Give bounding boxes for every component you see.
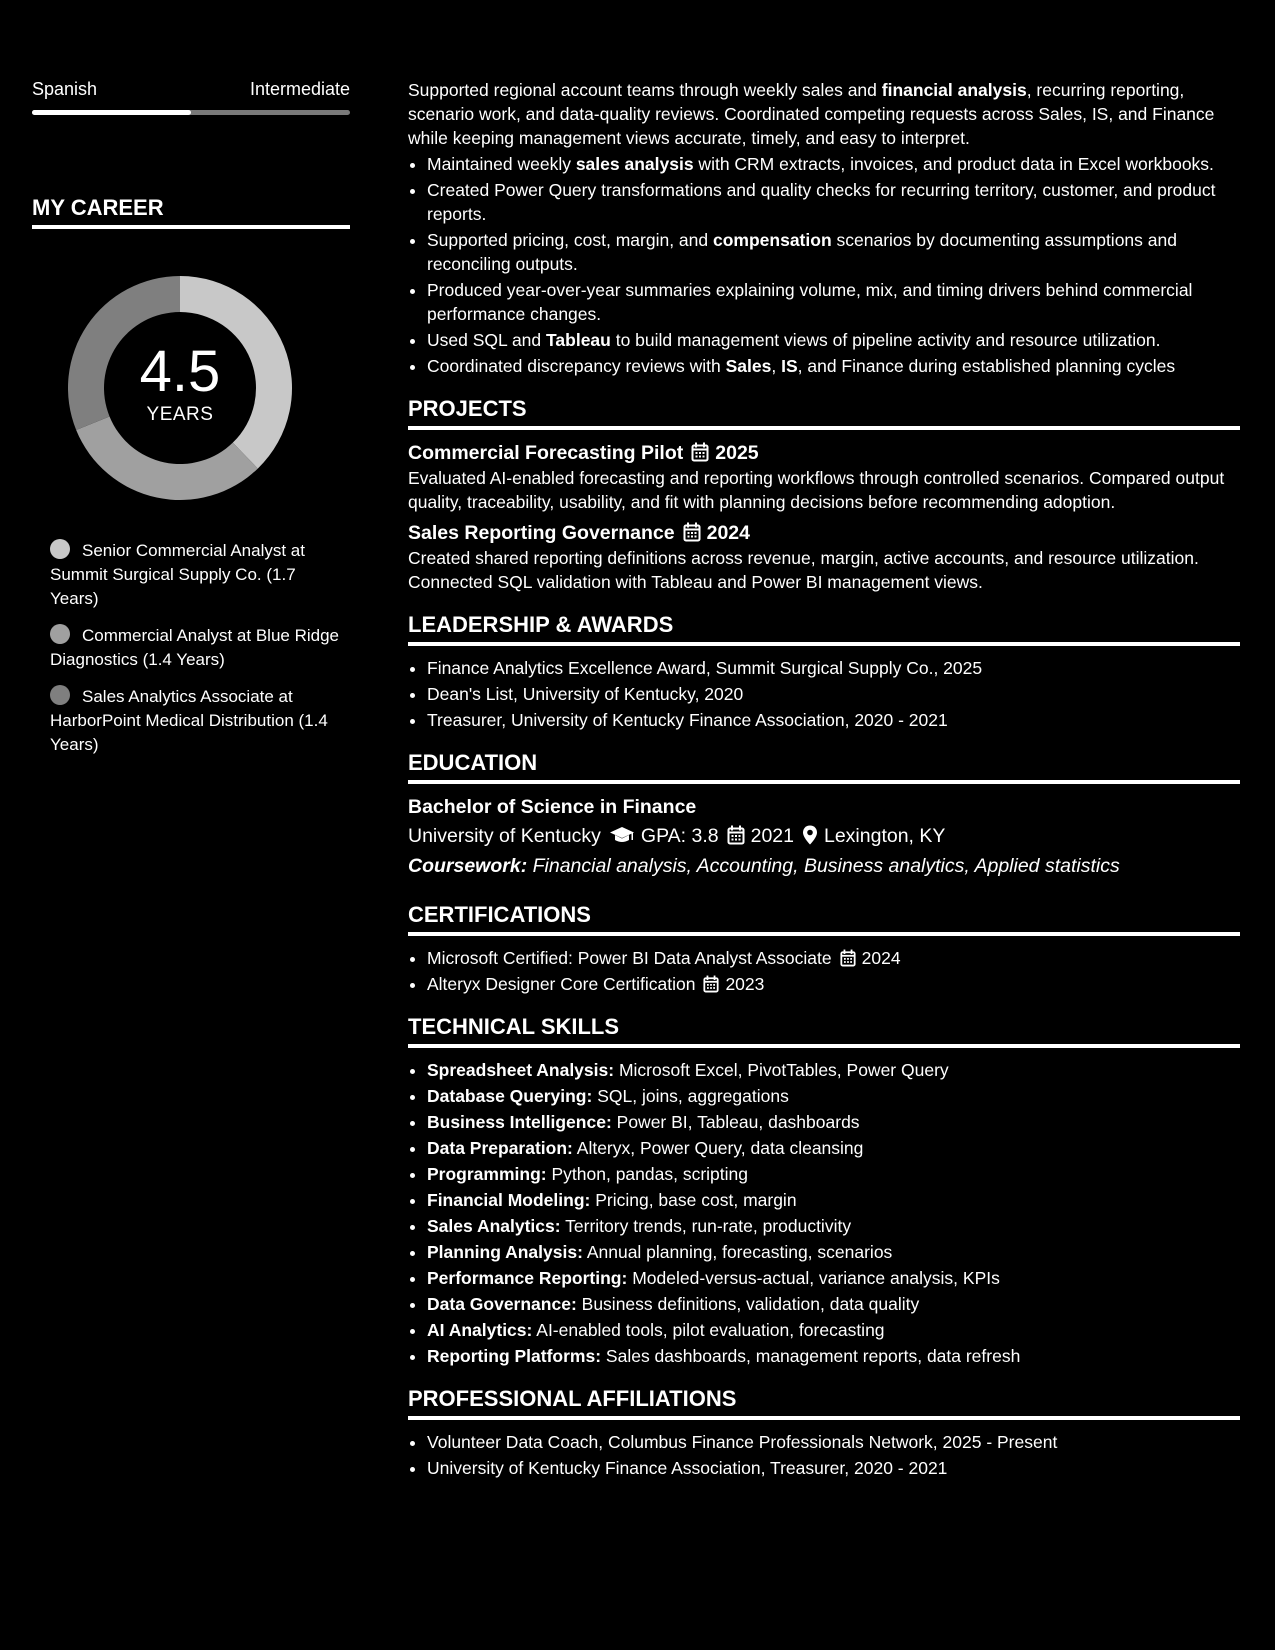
bullet-text: with CRM extracts, invoices, and product data in Excel workbooks. [693, 154, 1214, 174]
leadership-item: • Treasurer, University of Kentucky Finance Association, 2020 - 2021 [427, 708, 1240, 732]
calendar-icon [840, 949, 856, 967]
experience-bullet [427, 328, 1240, 352]
project-title [408, 520, 1240, 546]
skill-item [427, 1162, 1240, 1186]
project-year: 2025 [715, 442, 759, 464]
gpa: GPA: 3.8 [640, 825, 719, 847]
location-pin-icon [802, 825, 818, 845]
degree-title: Bachelor of Science in Finance [408, 796, 697, 818]
skill-values: Business definitions, validation, data quality [581, 1294, 920, 1314]
affiliations-heading: PROFESSIONAL AFFILIATIONS [408, 1386, 1240, 1420]
bullet-text: Used SQL and [427, 330, 547, 350]
education-heading: EDUCATION [408, 750, 1240, 784]
skill-item [427, 1318, 1240, 1342]
skill-item [427, 1058, 1240, 1082]
skill-values: AI-enabled tools, pilot evaluation, forecasting [536, 1320, 885, 1340]
skill-category: Performance Reporting: [427, 1268, 628, 1288]
skill-item [427, 1344, 1240, 1368]
bullet-text: Supported pricing, cost, margin, and [427, 230, 713, 250]
skill-values: Pricing, base cost, margin [595, 1190, 797, 1210]
certification-item [427, 972, 1240, 996]
bullet-bold: compensation [713, 230, 832, 250]
bullet-text: , [771, 356, 782, 376]
language-row [32, 78, 350, 100]
project-name: Commercial Forecasting Pilot [408, 442, 684, 464]
bullet-bold: IS [781, 356, 798, 376]
role-text: Senior Commercial Analyst at Summit Surgical Supply Co. (1.7 Years) [50, 541, 305, 608]
language-level: Intermediate [249, 79, 350, 99]
certifications-list [408, 946, 1240, 996]
role-text: Sales Analytics Associate at HarborPoint Medical Distribution (1.4 Years) [50, 687, 328, 754]
total-years-value: 4.5 [139, 339, 221, 404]
skill-category: Planning Analysis: [427, 1242, 583, 1262]
school-location: Lexington, KY [823, 825, 946, 847]
calendar-icon [683, 522, 701, 542]
education-details [408, 820, 1240, 852]
skill-item [427, 1292, 1240, 1316]
certifications-heading: CERTIFICATIONS [408, 902, 1240, 936]
skill-values: Modeled-versus-actual, variance analysis, KPIs [632, 1268, 1000, 1288]
career-role [50, 539, 340, 611]
role-dot-icon [50, 685, 70, 705]
experience-bullet [427, 228, 1240, 276]
experience-bullet [427, 152, 1240, 176]
summary-bold: financial analysis [881, 80, 1027, 100]
skill-item [427, 1240, 1240, 1264]
career-heading: MY CAREER [32, 195, 350, 229]
certification-year: 2023 [725, 974, 765, 994]
certification-name: Alteryx Designer Core Certification [427, 974, 696, 994]
calendar-icon [691, 442, 709, 462]
certification-item [427, 946, 1240, 970]
skill-values: Python, pandas, scripting [551, 1164, 748, 1184]
skill-item [427, 1136, 1240, 1160]
experience-bullet [427, 278, 1240, 326]
skill-category: Database Querying: [427, 1086, 593, 1106]
project-description: Evaluated AI-enabled forecasting and reporting workflows through controlled scenarios. Compared output quality, traceability, usability, and fit with planning decisions before recommending adoption. [408, 468, 1225, 512]
bullet-text: , and Finance during established planning cycles [797, 356, 1176, 376]
affiliations-list [408, 1430, 1240, 1480]
skill-values: Annual planning, forecasting, scenarios [586, 1242, 893, 1262]
summary-text: , recurring reporting, scenario work, and data-quality reviews. Coordinated competing requests across Sales, IS, and Finance while keeping management views accurate, timely, and easy to interpret. [408, 80, 1215, 148]
bullet-text: Maintained weekly [427, 154, 576, 174]
bullet-bold: sales analysis [575, 154, 694, 174]
language-proficiency-bar [32, 110, 350, 115]
skill-category: Reporting Platforms: [427, 1346, 602, 1366]
bullet-text: Coordinated discrepancy reviews with [427, 356, 726, 376]
skill-values: Power BI, Tableau, dashboards [616, 1112, 860, 1132]
bullet-text: Created Power Query transformations and quality checks for recurring territory, customer, and product reports. [427, 180, 1216, 224]
summary-text: Supported regional account teams through weekly sales and [408, 80, 882, 100]
skill-item [427, 1084, 1240, 1108]
affiliation-item: • Volunteer Data Coach, Columbus Finance Professionals Network, 2025 - Present [427, 1430, 1240, 1454]
coursework [408, 852, 1240, 880]
calendar-icon [703, 975, 719, 993]
graduation-year: 2021 [750, 825, 794, 847]
skill-category: Financial Modeling: [427, 1190, 591, 1210]
skill-values: Microsoft Excel, PivotTables, Power Query [618, 1060, 949, 1080]
school-name: University of Kentucky [408, 825, 601, 847]
projects-heading: PROJECTS [408, 396, 1240, 430]
career-role [50, 685, 340, 757]
project-description: Created shared reporting definitions across revenue, margin, active accounts, and resource utilization. Connected SQL validation with Tableau and Power BI management views. [408, 548, 1199, 592]
calendar-icon [727, 825, 745, 845]
skill-item [427, 1214, 1240, 1238]
main-content [408, 78, 1240, 1482]
career-roles-list [50, 539, 340, 757]
certification-name: Microsoft Certified: Power BI Data Analyst Associate [427, 948, 832, 968]
skill-category: Programming: [427, 1164, 547, 1184]
project-year: 2024 [706, 522, 750, 544]
skill-category: Data Preparation: [427, 1138, 573, 1158]
language-name: Spanish [32, 79, 98, 99]
bullet-bold: Sales [725, 356, 772, 376]
coursework-label: Coursework: [408, 855, 528, 877]
skill-category: Sales Analytics: [427, 1216, 561, 1236]
skill-item [427, 1110, 1240, 1134]
career-role [50, 624, 340, 672]
skill-category: Business Intelligence: [427, 1112, 612, 1132]
career-years-donut [65, 273, 295, 503]
bullet-text: scenarios by documenting assumptions and reconciling outputs. [427, 230, 1177, 274]
coursework-list: Financial analysis, Accounting, Business analytics, Applied statistics [532, 855, 1120, 877]
role-dot-icon [50, 539, 70, 559]
donut-center [65, 273, 295, 503]
skill-values: Sales dashboards, management reports, data refresh [605, 1346, 1021, 1366]
skill-item [427, 1266, 1240, 1290]
leadership-list [408, 656, 1240, 732]
certification-year: 2024 [861, 948, 901, 968]
experience-bullet [427, 178, 1240, 226]
language-proficiency-fill [32, 110, 191, 115]
role-dot-icon [50, 624, 70, 644]
experience-summary [408, 78, 1240, 150]
leadership-item: • Dean's List, University of Kentucky, 2020 [427, 682, 1240, 706]
project-title [408, 440, 1240, 466]
leadership-item: • Finance Analytics Excellence Award, Summit Surgical Supply Co., 2025 [427, 656, 1240, 680]
experience-bullets [408, 152, 1240, 378]
bullet-text: Produced year-over-year summaries explaining volume, mix, and timing drivers behind commercial performance changes. [427, 280, 1193, 324]
bullet-text: to build management views of pipeline activity and resource utilization. [610, 330, 1161, 350]
skill-values: Territory trends, run-rate, productivity [565, 1216, 852, 1236]
skill-values: Alteryx, Power Query, data cleansing [576, 1138, 864, 1158]
graduation-cap-icon [609, 825, 635, 845]
skills-heading: TECHNICAL SKILLS [408, 1014, 1240, 1048]
experience-bullet [427, 354, 1240, 378]
total-years-unit: YEARS [146, 404, 214, 425]
affiliation-item: • University of Kentucky Finance Association, Treasurer, 2020 - 2021 [427, 1456, 1240, 1480]
skills-list [408, 1058, 1240, 1368]
role-text: Commercial Analyst at Blue Ridge Diagnostics (1.4 Years) [50, 626, 340, 669]
sidebar [32, 78, 350, 770]
skill-item [427, 1188, 1240, 1212]
leadership-heading: LEADERSHIP & AWARDS [408, 612, 1240, 646]
skill-values: SQL, joins, aggregations [597, 1086, 789, 1106]
bullet-bold: Tableau [546, 330, 611, 350]
skill-category: Spreadsheet Analysis: [427, 1060, 615, 1080]
skill-category: Data Governance: [427, 1294, 577, 1314]
skill-category: AI Analytics: [427, 1320, 533, 1340]
project-name: Sales Reporting Governance [408, 522, 675, 544]
